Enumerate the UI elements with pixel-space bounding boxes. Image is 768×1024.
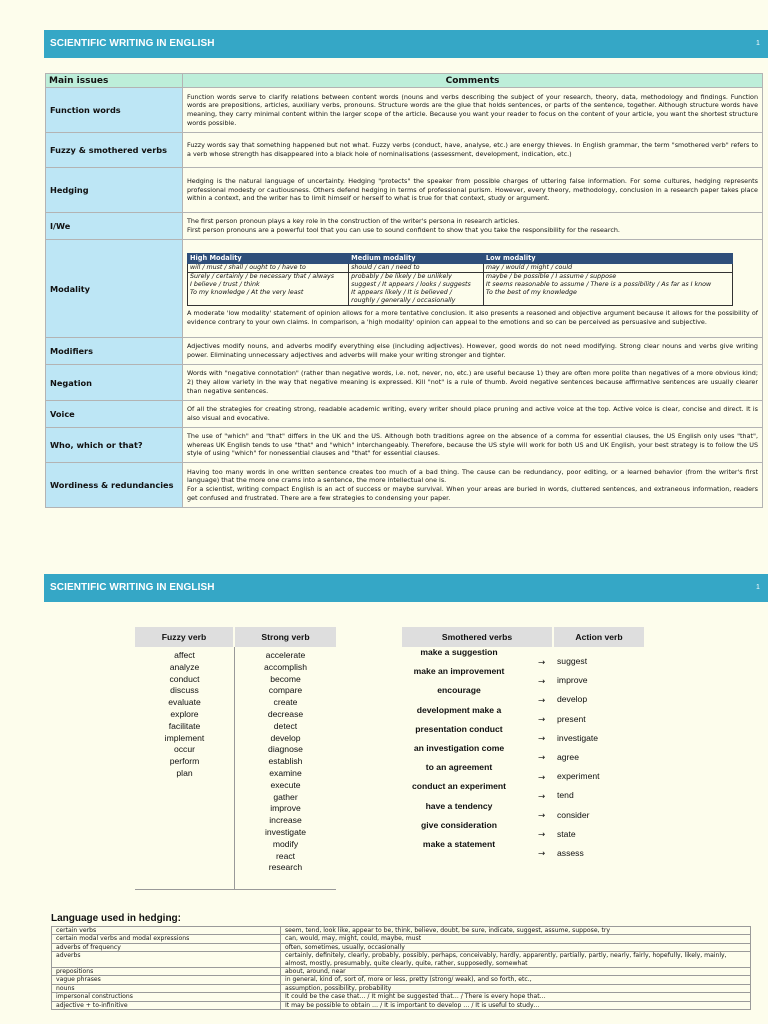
hedging-category: certain modal verbs and modal expressions: [52, 935, 281, 943]
issue-label: Fuzzy & smothered verbs: [46, 133, 183, 168]
hedging-row: [52, 993, 751, 1001]
issues-table: [45, 73, 763, 508]
table-row: [46, 338, 763, 365]
modality-cell: maybe / be possible / I assume / suppose It seems reasonable to assume / There is a possibility / As far as I know To the best of my knowledge: [483, 272, 732, 305]
issue-comment: Fuzzy words say that something happened but not what. Fuzzy verbs (conduct, have, analyse, etc.) are energy thieves. In English grammar, the term "smothered verb" refers to a verb whose strength has disappeared into a black hole of nominalisations (assessment, development, indication, etc.): [183, 133, 763, 168]
fuzzy-verb-item: explore: [170, 708, 199, 719]
strong-verb-item: accomplish: [264, 661, 307, 672]
strong-verb-item: modify: [272, 838, 299, 849]
action-verb-item: investigate: [557, 732, 599, 743]
arrow-icon: →: [538, 734, 546, 745]
smothered-verb-item: make an improvement: [413, 666, 505, 677]
hedging-row: [52, 1001, 751, 1009]
hedging-category: vague phrases: [52, 976, 281, 984]
strong-verb-header: Strong verb: [235, 627, 336, 647]
issue-label: Modifiers: [46, 338, 183, 365]
hedging-category: certain verbs: [52, 927, 281, 935]
smothered-verbs-header: Smothered verbs: [402, 627, 552, 647]
smothered-verb-item: conduct an experiment: [411, 781, 507, 792]
fuzzy-verb-item: perform: [169, 756, 200, 767]
table-row: [46, 213, 763, 240]
hedging-category: impersonal constructions: [52, 993, 281, 1001]
fuzzy-verb-item: occur: [173, 744, 195, 755]
hedging-examples: It may be possible to obtain … / It is important to develop … / It is useful to study…: [281, 1001, 751, 1009]
strong-verb-item: execute: [270, 779, 301, 790]
modality-cell: probably / be likely / be unlikely suggest / It appears / looks / suggests It appears likely / It is believed / roughly / generally / occasionally: [349, 272, 484, 305]
strong-verb-item: decrease: [267, 708, 304, 719]
strong-verb-item: detect: [273, 720, 298, 731]
smothered-verb-item: have a tendency: [425, 800, 493, 811]
hedging-row: [52, 984, 751, 992]
page-number: 1: [756, 584, 760, 591]
hedging-examples: can, would, may, might, could, maybe, must: [281, 935, 751, 943]
hedging-examples: often, sometimes, usually, occasionally: [281, 943, 751, 951]
table-row: [46, 365, 763, 401]
hedging-category: prepositions: [52, 968, 281, 976]
banner-title: SCIENTIFIC WRITING IN ENGLISH: [50, 38, 215, 49]
hedging-title: Language used in hedging:: [51, 913, 181, 924]
issue-comment: [183, 463, 763, 508]
page-banner: [44, 30, 768, 58]
table-row: [46, 168, 763, 213]
issue-label: Who, which or that?: [46, 428, 183, 463]
action-verb-header: Action verb: [554, 627, 644, 647]
table-row: [46, 401, 763, 428]
fuzzy-verb-item: affect: [174, 650, 195, 660]
fuzzy-verb-item: implement: [164, 732, 205, 743]
issue-comment: Function words serve to clarify relations between content words (nouns and verbs describing the subject of your research, theory, data, methodology and findings. Function words are prepositions, articles, auxiliary verbs, pronouns. Structure words are the glue that holds sentences, or parts of the sentence, together. Although structure words have meaning, they carry minimal content within the larger scope of the article. Because you want your reader to focus on the content of your article, you want the shortest structure words possible.: [183, 88, 763, 133]
action-verb-item: develop: [557, 694, 588, 705]
strong-verb-item: become: [270, 673, 301, 684]
modality-header-low: Low modality: [483, 253, 732, 263]
hedging-category: adverbs: [52, 952, 281, 968]
issue-label: I/We: [46, 213, 183, 240]
hedging-examples: It could be the case that… / It might be suggested that… / There is every hope that…: [281, 993, 751, 1001]
table-bottom-rule: [135, 889, 336, 890]
comment-line: Having too many words in one written sentence creates too much of a bad thing. The cause can be redundancy, poor editing, or a learned behavior (from the writer's first language) that the more one crams into a sentence, the more intellectual one is.: [187, 467, 758, 485]
issue-comment: Hedging is the natural language of uncertainty. Hedging "protects" the speaker from possible charges of uttering false information. For some cultures, hedging represents professional modesty or cautiousness. Others defend hedging in terms of professional purism. However, every theory, methodology, conclusion in a research paper takes place within a context, and the writer has to limit himself or herself to what is true for that context, study or argument.: [183, 168, 763, 213]
strong-verb-item: react: [275, 850, 296, 861]
hedging-examples: about, around, near: [281, 968, 751, 976]
issue-label: Voice: [46, 401, 183, 428]
issue-comment: Words with "negative connotation" (rather than negative words, i.e. not, never, no, etc.) are useful because 1) they are often more polite than negatives of a more obvious kind; 2) they allow variety in the way that negative meaning is expressed. Kill "not" is a rule of thumb. Avoid negative sentences because affirmative sentences are usually clearer than negative sentences.: [183, 365, 763, 401]
action-verb-item: suggest: [557, 656, 588, 666]
action-verb-item: agree: [557, 751, 579, 762]
hedging-row: [52, 976, 751, 984]
strong-verb-item: research: [268, 862, 303, 873]
table-header-row: [46, 74, 763, 88]
hedging-examples: assumption, possibility, probability: [281, 984, 751, 992]
smothered-verb-item: make a suggestion: [420, 647, 498, 657]
strong-verb-list: [235, 650, 336, 874]
hedging-examples: certainly, definitely, clearly, probably, possibly, perhaps, conceivably, hardly, apparently, partially, partly, nearly, fairly, hopefully, likely, mainly, almost, mostly, presumably, quite clearly, quite, rather, supposedly, somewhat: [281, 952, 751, 968]
hedging-row: [52, 943, 751, 951]
issue-comment: Adjectives modify nouns, and adverbs modify everything else (including adjectives). However, good words do not need modifying. Strong clear nouns and verbs give writing power. Eliminating unnecessary adjectives and adverbs will make your writing stronger and tighter.: [183, 338, 763, 365]
arrow-icon: →: [538, 696, 546, 707]
hedging-category: adverbs of frequency: [52, 943, 281, 951]
column-header-comments: Comments: [183, 74, 763, 88]
fuzzy-verb-item: conduct: [169, 673, 200, 684]
page-number: 1: [756, 40, 760, 47]
arrow-icon: →: [538, 791, 546, 802]
table-row: [46, 88, 763, 133]
modality-header-high: High Modality: [188, 253, 349, 263]
column-header-main-issues: Main issues: [46, 74, 183, 88]
arrow-icon: →: [538, 658, 546, 668]
hedging-row: [52, 952, 751, 968]
hedging-examples: seem, tend, look like, appear to be, think, believe, doubt, be sure, indicate, suggest, assume, suppose, try: [281, 927, 751, 935]
modality-table: [187, 253, 733, 306]
hedging-examples: in general, kind of, sort of, more or less, pretty (strong/ weak), and so forth, etc.,: [281, 976, 751, 984]
strong-verb-item: establish: [268, 756, 303, 767]
hedging-row: [52, 968, 751, 976]
smothered-verb-item: development make a: [416, 704, 502, 715]
action-verb-item: experiment: [557, 771, 600, 782]
action-verb-item: assess: [557, 847, 584, 858]
smothered-verb-item: make a statement: [422, 838, 496, 849]
arrow-icon: →: [538, 677, 546, 688]
hedging-row: [52, 935, 751, 943]
fuzzy-verb-item: facilitate: [168, 720, 201, 731]
modality-cell: should / can / need to: [349, 263, 484, 272]
smothered-verb-item: encourage: [437, 685, 481, 696]
hedging-row: [52, 927, 751, 935]
arrow-icon: →: [538, 848, 546, 859]
arrow-icon: →: [538, 753, 546, 764]
hedging-category: adjective + to-infinitive: [52, 1001, 281, 1009]
page-banner: [44, 574, 768, 602]
issue-comment: Of all the strategies for creating strong, readable academic writing, every writer should place pruning and active voice at the top. Active voice is clear, concise and direct. It is also visual and evocative.: [183, 401, 763, 428]
modality-cell: may / would / might / could: [483, 263, 732, 272]
table-row: [46, 463, 763, 508]
issue-comment: The use of "which" and "that" differs in the UK and the US. Although both traditions agree on the absence of a comma for essential clauses, the US English only uses "that", whereas UK English tends to use "that" and "which" interchangeably. Therefore, because the US style will work for both US and UK English, your best strategy is to follow the US style of using "which" for nonessential clauses and "that" for essential clauses.: [183, 428, 763, 463]
table-row: [46, 428, 763, 463]
arrow-column: [538, 657, 545, 867]
strong-verb-item: diagnose: [268, 744, 303, 755]
fuzzy-verb-item: plan: [176, 767, 193, 778]
issue-comment: [183, 213, 763, 240]
issue-label: Hedging: [46, 168, 183, 213]
strong-verb-item: compare: [268, 685, 303, 696]
comment-line: The first person pronoun plays a key role in the construction of the writer's persona in research articles.: [187, 217, 520, 226]
fuzzy-verb-item: discuss: [170, 685, 199, 696]
banner-title: SCIENTIFIC WRITING IN ENGLISH: [50, 582, 215, 593]
modality-cell: will / must / shall / ought to / have to: [188, 263, 349, 272]
action-verb-item: present: [557, 713, 586, 724]
strong-verb-item: develop: [270, 732, 301, 743]
hedging-category: nouns: [52, 984, 281, 992]
arrow-icon: →: [538, 715, 546, 726]
issue-label: Modality: [46, 240, 183, 338]
action-verb-item: tend: [557, 790, 574, 801]
comment-text: A moderate 'low modality' statement of opinion allows for a more tentative conclusion. It also presents a reasoned and objective argument because it allows for the possibility of evidence contrary to your own claims. In comparison, a 'high modality' opinion can appeal to the emotions and so can be perceived as persuasive and subjective.: [187, 308, 758, 326]
smothered-verb-item: presentation conduct: [415, 723, 503, 734]
action-verb-item: state: [557, 828, 576, 839]
arrow-icon: →: [538, 810, 546, 821]
strong-verb-item: increase: [269, 815, 302, 826]
modality-header-medium: Medium modality: [349, 253, 484, 263]
arrow-icon: →: [538, 829, 546, 840]
action-verb-item: consider: [557, 809, 590, 820]
comment-line: For a scientist, writing compact English is an act of success or maybe survival. When your areas are buried in words, cluttered sentences, and extraneous information, readers get confused and frustrated. There are a few strategies to condensing your paper.: [187, 485, 758, 502]
issue-label: Negation: [46, 365, 183, 401]
strong-verb-item: create: [273, 697, 298, 708]
smothered-verb-item: give consideration: [421, 819, 497, 830]
arrow-icon: →: [538, 772, 546, 783]
hedging-table: [51, 926, 751, 1010]
smothered-verb-item: to an agreement: [425, 762, 493, 773]
strong-verb-item: examine: [269, 767, 302, 778]
strong-verb-item: investigate: [264, 826, 307, 837]
issue-label: Wordiness & redundancies: [46, 463, 183, 508]
smothered-verb-item: an investigation come: [413, 742, 505, 753]
fuzzy-verb-item: evaluate: [168, 697, 201, 708]
issue-label: Function words: [46, 88, 183, 133]
modality-cell: Surely / certainly / be necessary that / always I believe / trust / think To my knowledge / At the very least: [188, 272, 349, 305]
strong-verb-item: gather: [273, 791, 298, 802]
fuzzy-verb-header: Fuzzy verb: [135, 627, 233, 647]
table-row: [46, 133, 763, 168]
action-verb-list: [557, 655, 600, 866]
fuzzy-verb-list: [135, 650, 234, 780]
table-row: [46, 240, 763, 338]
strong-verb-item: accelerate: [265, 650, 306, 660]
action-verb-item: improve: [557, 675, 588, 686]
comment-line: First person pronouns are a powerful tool that you can use to sound confident to show that you take the responsibility for the research.: [187, 226, 620, 234]
issue-comment: [183, 240, 763, 338]
fuzzy-verb-item: analyze: [169, 661, 200, 672]
strong-verb-item: improve: [270, 803, 301, 814]
smothered-verb-list: [400, 646, 518, 857]
